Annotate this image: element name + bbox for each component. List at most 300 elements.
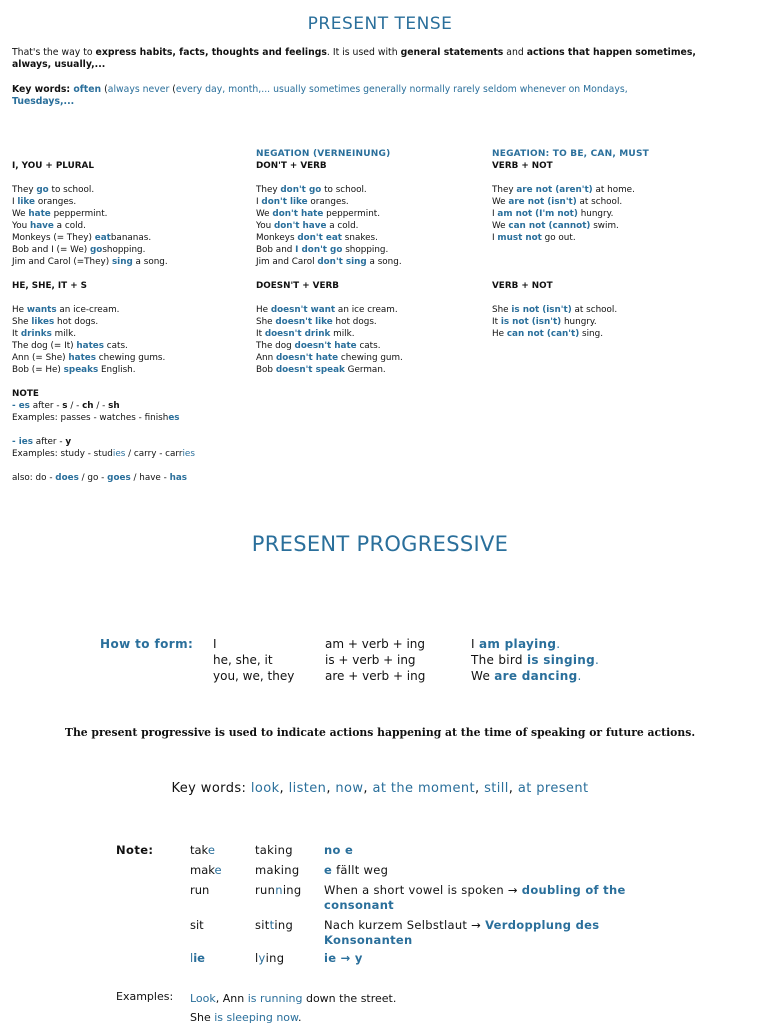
form-pattern: is + verb + ing [325,653,416,667]
text-segment: , [363,781,373,796]
text-segment: The dog [256,341,295,351]
text-line [256,280,486,292]
note-base-verb [190,951,205,966]
text-segment: When a short vowel is spoken → [324,883,522,897]
present-tense-title: PRESENT TENSE [307,14,453,34]
text-line [12,232,242,244]
text-segment: , [474,781,485,796]
form-example [471,652,599,668]
text-segment: es [168,413,180,423]
text-segment: Jim and Carol [256,257,318,267]
text-segment: doesn't hate [275,353,339,363]
note-rule [324,918,644,948]
form-subject: you, we, they [213,669,295,683]
text-line [12,84,752,96]
text-segment: sit [255,918,270,932]
text-segment: Key words: [12,84,74,95]
text-segment: y [258,951,266,965]
text-line [12,220,242,232]
text-segment: NOTE [12,389,39,399]
text-segment: They [256,185,281,195]
note-label: Note: [116,843,154,857]
text-line [12,47,752,59]
note-rule-line [324,951,644,966]
text-segment: an ice-cream. [56,305,120,315]
text-segment: always never [107,84,170,95]
note-rule [324,951,644,966]
text-line [12,280,242,292]
text-line [12,412,242,424]
note-base-verb [190,883,209,898]
text-segment: shopping. [342,245,389,255]
text-segment: wants [26,305,57,315]
form-example [471,668,599,684]
text-segment: , Ann [215,992,248,1005]
text-segment: Bob and [256,245,296,255]
text-segment: NEGATION: TO BE, CAN, MUST [492,149,649,159]
text-segment: can not (cannot) [508,221,591,231]
text-line [12,256,242,268]
text-segment: milk. [51,329,76,339]
text-segment: Bob and I (= We) [12,245,90,255]
text-segment: don't sing [317,257,367,267]
text-segment: I [256,197,262,207]
text-line [492,244,752,256]
form-subjects [213,636,294,684]
text-segment: after - [29,401,63,411]
text-line [492,196,752,208]
text-segment: eat [94,233,111,243]
text-segment: l [190,951,194,965]
note-ing-form [255,918,293,933]
note-rule [324,843,644,858]
text-segment: German. [344,365,386,375]
note-rule-line [324,883,644,898]
text-segment: are not (isn't) [508,197,577,207]
text-segment: actions that happen sometimes, [526,47,696,58]
text-line [256,364,486,376]
text-line [256,148,486,160]
text-segment: ing [265,951,285,965]
text-segment: fällt weg [332,863,389,877]
text-segment: ie [193,951,205,965]
text-line [256,352,486,364]
text-segment: She [256,317,276,327]
text-segment: Monkeys [256,233,298,243]
note-row [190,883,640,918]
text-segment: ing [282,883,302,897]
text-segment: hot dogs. [54,317,99,327]
text-line [12,96,752,108]
text-segment: VERB + NOT [492,281,553,291]
text-segment: Monkeys (= They) [12,233,95,243]
form-example [471,636,599,652]
text-segment: run [255,883,276,897]
text-segment: The dog (= It) [12,341,77,351]
text-segment: We [471,669,495,683]
text-line [12,244,242,256]
text-segment: . [595,653,600,667]
text-segment: tak [190,843,208,857]
column-negation [256,148,486,376]
text-segment: . [298,1011,302,1024]
text-segment: We [492,197,509,207]
note-ing-form [255,883,302,898]
form-examples [471,636,599,684]
text-line [492,184,752,196]
text-segment: He [256,305,271,315]
text-segment: ( [101,84,108,95]
text-segment: , [326,781,336,796]
column-negation-be-can-must [492,148,752,340]
text-line [256,184,486,196]
text-segment: Bob [256,365,276,375]
text-segment: are dancing [494,669,578,683]
text-segment: I [12,197,18,207]
text-segment: is sleeping now [214,1011,299,1024]
text-segment: DON'T + VERB [256,161,327,171]
note-rule-line [324,843,644,858]
text-segment: I [492,209,498,219]
text-line [12,424,242,436]
text-segment: go [89,245,103,255]
text-segment: bananas. [110,233,152,243]
text-segment: Key words [171,781,242,796]
text-segment: Bob (= He) [12,365,64,375]
text-segment: still [484,781,509,796]
text-segment: hot dogs. [332,317,377,327]
text-segment: That's the way to [12,47,96,58]
text-segment: does [55,473,79,483]
text-segment: at present [517,781,589,796]
text-segment: ( [169,84,176,95]
note-ing-form [255,843,293,858]
text-segment: cats. [103,341,128,351]
text-segment: has [169,473,188,483]
text-segment: Konsonanten [324,933,413,947]
text-segment: We [256,209,273,219]
text-segment: / - [93,401,109,411]
text-segment: n [275,883,283,897]
text-segment: milk. [330,329,355,339]
text-segment: Verdopplung des [485,918,600,932]
text-segment: often [73,84,102,95]
text-line [12,352,242,364]
text-line [190,1008,396,1024]
text-segment: shopping. [102,245,146,255]
present-tense-intro [12,47,752,70]
text-line [12,160,242,172]
note-base-verb [190,918,204,933]
text-line [492,220,752,232]
text-segment: - ies [12,437,33,447]
text-segment: doesn't want [270,305,336,315]
text-segment: l [255,951,259,965]
text-line [12,364,242,376]
text-segment: HE, SHE, IT + S [12,281,87,291]
text-segment: doesn't hate [294,341,357,351]
text-segment: . [556,637,561,651]
form-subject: he, she, it [213,653,273,667]
text-segment: consonant [324,898,394,912]
text-segment: It [12,329,21,339]
text-segment: can not (can't) [506,329,580,339]
text-line [256,268,486,280]
text-line [12,172,242,184]
text-segment: doesn't speak [275,365,345,375]
text-line [12,59,752,71]
text-line [492,328,752,340]
text-segment: Examples: passes - watches - finish [12,413,169,423]
text-segment: oranges. [35,197,77,207]
text-segment: VERB + NOT [492,161,553,171]
present-tense-keywords [12,84,752,107]
text-segment: : [241,781,251,796]
text-segment: to school. [48,185,95,195]
text-line [492,292,752,304]
text-segment: Look [190,992,216,1005]
text-segment: hates [76,341,104,351]
text-line [12,328,242,340]
text-segment: snakes. [342,233,378,243]
text-segment: sing. [579,329,604,339]
text-segment: an ice cream. [335,305,398,315]
text-segment: at home. [592,185,635,195]
progressive-usage: The present progressive is used to indicate actions happening at the time of speaking or future actions. [64,726,696,739]
text-segment: don't go [280,185,322,195]
text-segment: mak [190,863,215,877]
text-line [256,244,486,256]
text-segment: is singing [526,653,596,667]
text-line [492,304,752,316]
text-segment: I [471,637,479,651]
text-segment: must not [497,233,542,243]
text-segment: It [492,317,501,327]
text-line [12,460,242,472]
note-row [190,951,640,971]
note-rule [324,863,644,878]
text-segment: down the street. [302,992,397,1005]
text-line [256,292,486,304]
text-segment: doubling of the [521,883,626,897]
text-segment: ie → y [324,951,363,965]
text-segment: and [503,47,527,58]
text-segment: ing [274,918,294,932]
text-segment: a cold. [326,221,359,231]
text-line [492,268,752,280]
text-segment: at school. [571,305,618,315]
text-segment: hate [28,209,51,219]
text-segment: a song. [132,257,168,267]
note-rule [324,883,644,913]
form-pattern: am + verb + ing [325,637,426,651]
text-segment: making [255,863,300,877]
text-segment: He [12,305,27,315]
text-segment: Examples: study - stud [12,449,113,459]
text-line [12,448,242,460]
text-segment: I, YOU + PLURAL [12,161,94,171]
text-segment: Ann [256,353,276,363]
text-segment: e [324,863,333,877]
text-segment: likes [31,317,55,327]
text-segment: go out. [541,233,576,243]
text-line [12,196,242,208]
examples-list [190,989,396,1024]
text-segment: cats. [356,341,381,351]
text-line [256,196,486,208]
examples-label: Examples: [116,990,174,1003]
text-segment: ies [182,449,195,459]
text-segment: a song. [366,257,402,267]
text-segment: now [335,781,364,796]
text-segment: usually sometimes generally normally rarely seldom whenever on Mondays, [270,84,628,95]
text-segment: sing [111,257,133,267]
text-segment: is not (isn't) [511,305,572,315]
text-segment: . [577,669,582,683]
text-line [256,232,486,244]
text-segment: are not (aren't) [516,185,593,195]
text-segment: at the moment [372,781,475,796]
text-line [256,220,486,232]
text-segment: like [17,197,36,207]
text-segment: They [492,185,517,195]
text-segment: chewing gums. [95,353,166,363]
text-line [492,172,752,184]
text-line [12,184,242,196]
text-segment: hungry. [561,317,597,327]
text-segment: They [12,185,37,195]
text-segment: listen [288,781,327,796]
text-line [12,400,242,412]
text-line [256,340,486,352]
note-row [190,843,640,863]
text-segment: after - [32,437,66,447]
note-ing-form [255,863,300,878]
form-subject: I [213,637,217,651]
text-segment: She [190,1011,215,1024]
text-segment: is running [247,992,303,1005]
text-segment: speaks [63,365,99,375]
text-line [256,160,486,172]
text-segment: sh [108,401,120,411]
text-segment: English. [98,365,136,375]
text-segment: run [190,883,210,897]
text-line [12,472,242,484]
text-line [12,388,242,400]
text-line [256,316,486,328]
text-segment: swim. [590,221,619,231]
text-segment: She [492,305,512,315]
text-segment: to school. [321,185,367,195]
text-segment: peppermint. [323,209,381,219]
text-line [12,316,242,328]
form-pattern: are + verb + ing [325,669,426,683]
text-line [256,172,486,184]
text-line [492,280,752,292]
text-segment: go [36,185,49,195]
note-rule-line [324,918,644,933]
text-segment: a cold. [53,221,86,231]
text-segment: You [256,221,274,231]
text-line [12,292,242,304]
note-base-verb [190,863,222,878]
how-to-form-label: How to form: [100,637,194,651]
text-segment: You [12,221,30,231]
text-segment: , [279,781,289,796]
text-segment: oranges. [307,197,349,207]
text-segment: no e [324,843,354,857]
text-line [12,340,242,352]
text-segment: is not (isn't) [500,317,562,327]
text-segment: DOESN'T + VERB [256,281,339,291]
present-progressive-title: PRESENT PROGRESSIVE [251,532,509,556]
text-segment: / - [67,401,83,411]
text-line [492,256,752,268]
text-line [190,989,396,1008]
text-line [256,328,486,340]
text-line [12,436,242,448]
note-base-verb [190,843,215,858]
note-row [190,918,640,951]
text-segment: Ann (= She) [12,353,69,363]
note-row [190,863,640,883]
note-ing-form [255,951,284,966]
text-segment: chewing gum. [338,353,403,363]
text-segment: e [214,863,222,877]
text-segment: / go - [78,473,108,483]
text-segment: don't hate [272,209,324,219]
text-line [12,376,242,388]
text-segment: doesn't like [275,317,333,327]
text-segment: at school. [576,197,623,207]
text-line [492,232,752,244]
text-segment: / have - [130,473,170,483]
text-line [492,208,752,220]
text-segment: have [29,221,54,231]
text-line [12,148,242,160]
note-rule-line [324,898,644,913]
text-segment: taking [255,843,293,857]
text-segment: NEGATION (VERNEINUNG) [256,149,391,159]
text-line [492,160,752,172]
text-segment: also: do - [12,473,56,483]
text-segment: hungry. [577,209,614,219]
text-line [492,316,752,328]
note-rule-line [324,933,644,948]
text-segment: I [492,233,498,243]
text-segment: The bird [471,653,527,667]
text-segment: don't like [261,197,308,207]
note-table [190,843,640,971]
text-segment: Jim and Carol (=They) [12,257,112,267]
text-segment: . It is used with [326,47,401,58]
text-line [492,148,752,160]
text-segment: goes [107,473,131,483]
text-segment: ch [82,401,94,411]
text-segment: express habits, facts, thoughts and feelings [95,47,327,58]
text-segment: , [508,781,518,796]
text-line [256,256,486,268]
text-segment: s [62,401,68,411]
text-segment: don't eat [297,233,342,243]
text-segment: - es [12,401,30,411]
text-segment: y [65,437,72,447]
text-segment: Nach kurzem Selbstlaut → [324,918,486,932]
text-segment: Tuesdays,... [12,95,75,107]
text-segment: sit [190,918,204,932]
text-segment: every day, month,... [175,84,271,95]
text-segment: t [269,918,275,932]
